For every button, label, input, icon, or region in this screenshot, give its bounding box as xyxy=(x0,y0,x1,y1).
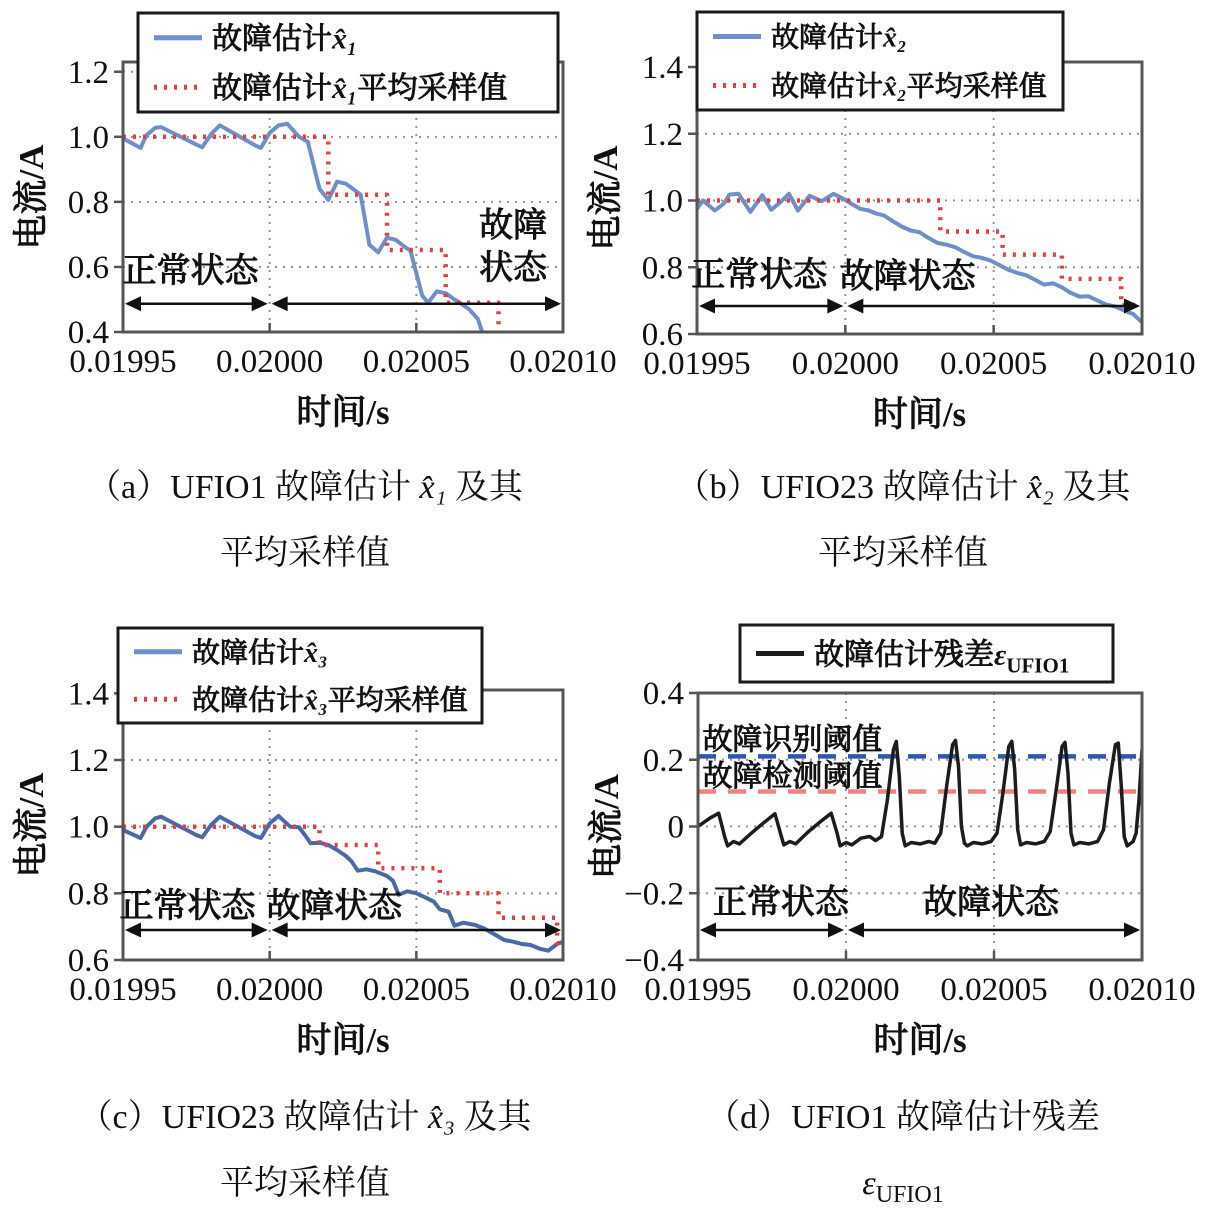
legend-label-1: 故障估计x̂₁平均采样值 xyxy=(212,72,508,106)
y-tick-label: 1.2 xyxy=(67,54,109,91)
y-tick-label: 0 xyxy=(667,809,684,846)
y-tick-label: 0.8 xyxy=(67,876,109,913)
caption-d-line2: $\varepsilon_{UFIO1}$ xyxy=(862,1165,944,1208)
y-tick-label: 0.6 xyxy=(641,317,683,353)
y-axis-label: 电流/A xyxy=(586,145,625,251)
caption-c-line1: （c）UFIO23 故障估计 x̂₃ 及其 xyxy=(78,1099,532,1136)
arrow-head-left xyxy=(272,296,288,311)
chart-panel-c xyxy=(0,598,650,1068)
arrow-head-left xyxy=(848,922,864,937)
y-tick-label: −0.2 xyxy=(624,876,684,913)
y-tick-label: 1.0 xyxy=(67,809,109,846)
arrow-head-left xyxy=(700,922,716,937)
y-tick-label: 0.4 xyxy=(642,676,684,712)
x-tick-label: 0.02010 xyxy=(1088,346,1196,382)
annotation-label: 故障状态 xyxy=(266,888,403,925)
arrow-head-left xyxy=(699,298,715,313)
legend-label-0: 故障估计残差$\varepsilon_{UFIO1}$ xyxy=(814,638,1070,678)
annotation-label: 故障状态 xyxy=(839,258,976,296)
threshold-label-1: 故障检测阈值 xyxy=(702,759,883,793)
y-tick-label: 1.0 xyxy=(641,183,683,220)
x-tick-label: 0.01995 xyxy=(643,346,751,382)
annotation-label: 正常状态 xyxy=(122,253,259,291)
caption-a xyxy=(10,455,600,587)
y-tick-label: 0.8 xyxy=(641,250,683,287)
x-tick-label: 0.02000 xyxy=(792,972,900,1008)
legend-label-0: 故障估计x̂₃ xyxy=(192,637,328,669)
y-tick-label: 0.4 xyxy=(67,315,109,351)
x-axis-label: 时间/s xyxy=(873,1021,967,1060)
x-tick-label: 0.02000 xyxy=(216,344,324,380)
y-tick-label: 1.2 xyxy=(67,743,109,779)
caption-b-line2: 平均采样值 xyxy=(818,535,988,572)
arrow-head-right xyxy=(252,296,268,311)
x-tick-label: 0.02005 xyxy=(362,344,470,380)
y-tick-label: 0.6 xyxy=(67,249,109,286)
y-tick-label: 1.2 xyxy=(641,116,683,153)
legend-label-1: 故障估计x̂₃平均采样值 xyxy=(192,685,468,717)
annotation-label: 状态 xyxy=(479,249,548,287)
series-c-1 xyxy=(123,827,563,944)
x-axis-label: 时间/s xyxy=(296,1021,390,1060)
arrow-head-right xyxy=(1124,298,1140,313)
y-axis-label: 电流/A xyxy=(587,773,626,880)
annotation-label: 故障状态 xyxy=(923,884,1060,922)
legend-label-0: 故障估计x̂₂ xyxy=(771,22,907,54)
legend-label-0: 故障估计x̂₁ xyxy=(212,22,358,56)
annotation-label: 正常状态 xyxy=(712,884,849,922)
y-tick-label: 1.0 xyxy=(67,119,109,156)
y-tick-label: 0.2 xyxy=(642,742,684,779)
arrow-head-right xyxy=(1124,922,1140,937)
y-tick-label: 1.4 xyxy=(67,676,109,713)
chart-panel-b xyxy=(558,0,1208,448)
x-tick-label: 0.02010 xyxy=(509,972,617,1008)
x-tick-label: 0.02010 xyxy=(509,344,617,380)
y-tick-label: −0.4 xyxy=(624,943,684,979)
chart-svg-c xyxy=(0,598,650,1068)
arrow-head-left xyxy=(847,298,863,313)
caption-a-line1: （a）UFIO1 故障估计 x̂₁ 及其 xyxy=(87,469,523,506)
x-axis-label: 时间/s xyxy=(296,393,390,432)
x-tick-label: 0.02005 xyxy=(940,972,1048,1008)
chart-svg-d xyxy=(558,598,1208,1068)
x-tick-label: 0.01995 xyxy=(644,972,752,1008)
x-tick-label: 0.02005 xyxy=(940,346,1048,382)
caption-d-line1: （d）UFIO1 故障估计残差 xyxy=(706,1099,1100,1136)
x-tick-label: 0.01995 xyxy=(69,344,177,380)
caption-d xyxy=(608,1085,1198,1222)
caption-b-line1: （b）UFIO23 故障估计 x̂₂ 及其 xyxy=(675,469,1131,506)
x-tick-label: 0.02000 xyxy=(216,972,324,1008)
chart-panel-a xyxy=(0,0,650,448)
annotation-label: 正常状态 xyxy=(119,888,256,925)
caption-b xyxy=(608,455,1198,587)
y-axis-label: 电流/A xyxy=(12,772,51,878)
arrow-head-left xyxy=(125,296,141,311)
chart-svg-b xyxy=(558,0,1208,448)
x-axis-label: 时间/s xyxy=(872,395,967,434)
x-tick-label: 0.02005 xyxy=(362,972,470,1008)
chart-panel-d xyxy=(558,598,1208,1068)
y-tick-label: 1.4 xyxy=(641,50,683,87)
x-tick-label: 0.01995 xyxy=(69,972,177,1008)
x-tick-label: 0.02000 xyxy=(791,346,899,382)
annotation-label: 故障 xyxy=(479,207,548,245)
series-a-1 xyxy=(123,137,499,355)
x-tick-label: 0.02010 xyxy=(1088,972,1196,1008)
chart-svg-a xyxy=(0,0,650,448)
arrow-head-right xyxy=(828,922,844,937)
caption-a-line2: 平均采样值 xyxy=(220,535,390,572)
threshold-label-0: 故障识别阈值 xyxy=(702,723,883,757)
y-axis-label: 电流/A xyxy=(12,144,51,250)
caption-c xyxy=(10,1085,600,1217)
caption-c-line2: 平均采样值 xyxy=(220,1165,390,1202)
arrow-head-right xyxy=(827,298,843,313)
y-tick-label: 0.6 xyxy=(67,943,109,979)
annotation-label: 正常状态 xyxy=(691,256,828,294)
y-tick-label: 0.8 xyxy=(67,184,109,221)
legend-label-1: 故障估计x̂₂平均采样值 xyxy=(771,71,1047,103)
